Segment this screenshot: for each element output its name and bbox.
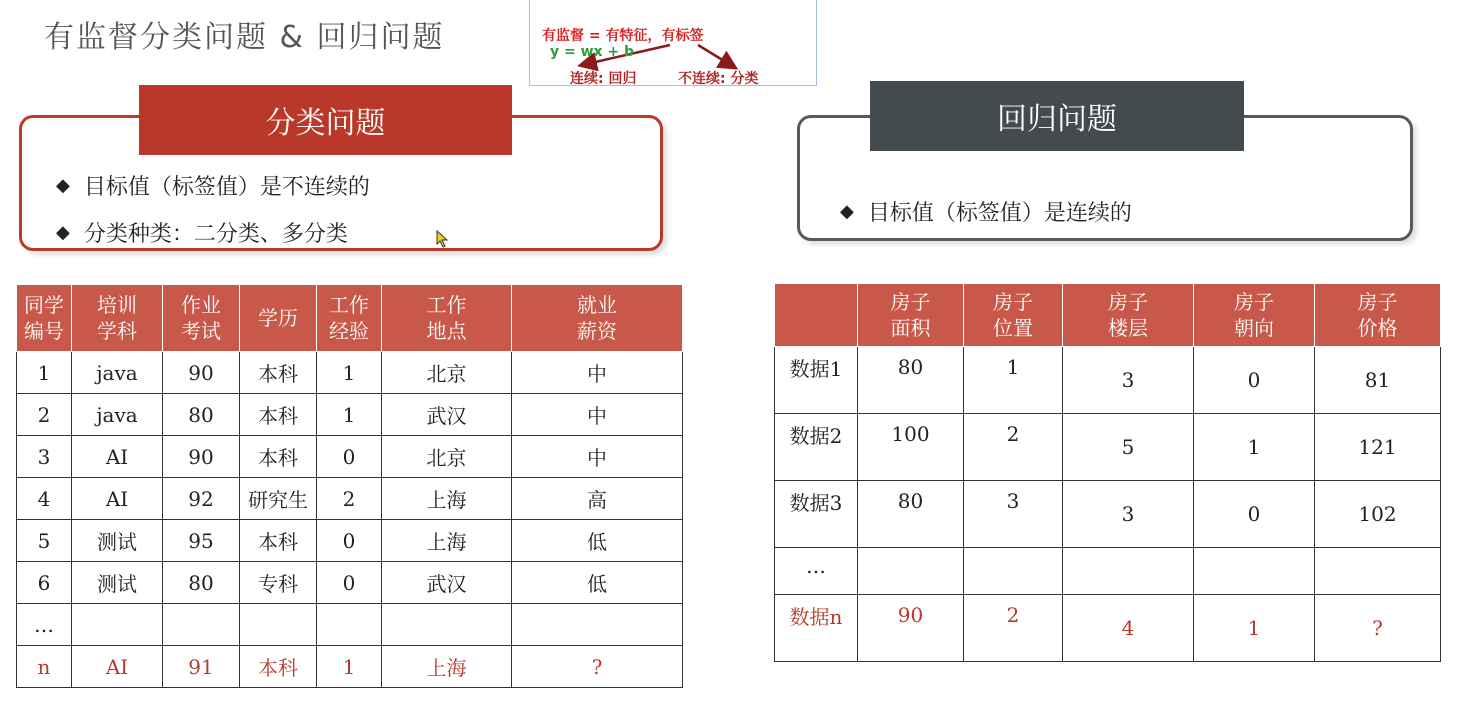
annotation-box bbox=[529, 0, 817, 86]
classification-bullet bbox=[56, 217, 348, 248]
table-cell: 本科 bbox=[240, 436, 317, 478]
classification-heading: 分类问题 bbox=[139, 85, 512, 155]
table-cell: 低 bbox=[512, 562, 683, 604]
table-cell: 81 bbox=[1315, 347, 1441, 414]
annotation-continuous: 连续: 回归 bbox=[570, 71, 637, 87]
column-header bbox=[512, 285, 683, 352]
table-cell bbox=[512, 604, 683, 646]
table-cell: 2 bbox=[964, 414, 1063, 481]
column-header bbox=[1063, 284, 1194, 347]
table-cell: 测试 bbox=[72, 520, 163, 562]
table-cell: 80 bbox=[858, 347, 964, 414]
table-cell: 北京 bbox=[382, 352, 512, 394]
regression-bullet bbox=[840, 196, 1132, 227]
table-cell bbox=[382, 604, 512, 646]
table-cell: 92 bbox=[163, 478, 240, 520]
diamond-bullet-icon: ◆ bbox=[56, 222, 70, 243]
table-cell: 1 bbox=[1194, 595, 1315, 662]
column-header bbox=[1315, 284, 1441, 347]
header-line: 房子 bbox=[1357, 290, 1398, 314]
bullet-text: 目标值（标签值）是不连续的 bbox=[83, 175, 370, 200]
table-cell: 0 bbox=[1194, 347, 1315, 414]
table-row bbox=[775, 347, 1441, 414]
header-line: 学历 bbox=[258, 306, 298, 330]
table-cell: 武汉 bbox=[382, 562, 512, 604]
diamond-bullet-icon: ◆ bbox=[840, 201, 854, 222]
table-cell: 0 bbox=[317, 562, 382, 604]
table-cell: 本科 bbox=[240, 520, 317, 562]
column-header bbox=[964, 284, 1063, 347]
table-cell: 低 bbox=[512, 520, 683, 562]
regression-heading: 回归问题 bbox=[870, 81, 1244, 151]
table-row bbox=[17, 394, 683, 436]
header-line: 作业 bbox=[181, 293, 221, 317]
header-line: 位置 bbox=[993, 316, 1033, 340]
table-row bbox=[775, 481, 1441, 548]
bullet-text: 目标值（标签值）是连续的 bbox=[867, 201, 1132, 226]
table-cell: … bbox=[775, 548, 858, 595]
table-cell: 0 bbox=[1194, 481, 1315, 548]
annotation-discontinuous: 不连续: 分类 bbox=[678, 71, 759, 87]
classification-bullet bbox=[56, 170, 370, 201]
table-cell: 5 bbox=[17, 520, 72, 562]
table-cell bbox=[964, 548, 1063, 595]
table-cell bbox=[1315, 548, 1441, 595]
table-row bbox=[775, 548, 1441, 595]
header-line: 就业 bbox=[577, 293, 617, 317]
annotation-line1: 有监督 = 有特征，有标签 bbox=[542, 28, 704, 44]
table-cell: 专科 bbox=[240, 562, 317, 604]
column-header bbox=[72, 285, 163, 352]
header-line: 工作 bbox=[426, 293, 467, 317]
table-cell: 数据3 bbox=[775, 481, 858, 548]
header-line: 编号 bbox=[24, 319, 64, 343]
table-cell: 0 bbox=[317, 520, 382, 562]
header-line: 房子 bbox=[993, 290, 1033, 314]
table-cell: 1 bbox=[317, 394, 382, 436]
table-cell: 80 bbox=[163, 394, 240, 436]
table-cell: 数据n bbox=[775, 595, 858, 662]
table-row bbox=[17, 646, 683, 688]
table-cell: AI bbox=[72, 478, 163, 520]
table-cell bbox=[72, 604, 163, 646]
header-line: 房子 bbox=[1234, 290, 1274, 314]
mouse-cursor-icon bbox=[436, 230, 450, 248]
table-cell: ? bbox=[512, 646, 683, 688]
table-cell: 95 bbox=[163, 520, 240, 562]
table-row bbox=[17, 352, 683, 394]
table-cell: 6 bbox=[17, 562, 72, 604]
table-cell: 本科 bbox=[240, 394, 317, 436]
table-row bbox=[17, 604, 683, 646]
header-line: 房子 bbox=[890, 290, 931, 314]
table-cell: 91 bbox=[163, 646, 240, 688]
table-cell: 高 bbox=[512, 478, 683, 520]
table-cell: … bbox=[17, 604, 72, 646]
header-line: 楼层 bbox=[1108, 316, 1148, 340]
table-cell: 上海 bbox=[382, 478, 512, 520]
column-header bbox=[163, 285, 240, 352]
table-cell: 本科 bbox=[240, 646, 317, 688]
table-cell: 3 bbox=[964, 481, 1063, 548]
header-line: 经验 bbox=[329, 319, 369, 343]
table-cell bbox=[317, 604, 382, 646]
table-row bbox=[17, 562, 683, 604]
table-cell: 3 bbox=[17, 436, 72, 478]
header-line: 薪资 bbox=[577, 319, 617, 343]
diamond-bullet-icon: ◆ bbox=[56, 175, 70, 196]
header-line: 同学 bbox=[24, 293, 64, 317]
table-row bbox=[17, 436, 683, 478]
table-cell: 中 bbox=[512, 394, 683, 436]
table-cell bbox=[1063, 548, 1194, 595]
column-header bbox=[317, 285, 382, 352]
column-header bbox=[240, 285, 317, 352]
table-cell: 研究生 bbox=[240, 478, 317, 520]
table-cell: 80 bbox=[858, 481, 964, 548]
table-cell: 中 bbox=[512, 352, 683, 394]
header-line: 房子 bbox=[1108, 290, 1148, 314]
table-cell bbox=[1194, 548, 1315, 595]
header-line: 地点 bbox=[426, 319, 467, 343]
page-title: 有监督分类问题 & 回归问题 bbox=[44, 20, 445, 55]
table-cell: 102 bbox=[1315, 481, 1441, 548]
header-line: 考试 bbox=[181, 319, 221, 343]
table-cell: 本科 bbox=[240, 352, 317, 394]
table-cell: n bbox=[17, 646, 72, 688]
table-row bbox=[17, 478, 683, 520]
student-table bbox=[16, 284, 683, 688]
column-header bbox=[382, 285, 512, 352]
header-line: 工作 bbox=[329, 293, 369, 317]
table-cell: 1 bbox=[317, 352, 382, 394]
table-cell: 数据2 bbox=[775, 414, 858, 481]
table-cell: 1 bbox=[964, 347, 1063, 414]
table-cell: 2 bbox=[964, 595, 1063, 662]
table-cell: 90 bbox=[163, 436, 240, 478]
table-cell bbox=[240, 604, 317, 646]
header-line: 面积 bbox=[890, 316, 931, 340]
table-cell: AI bbox=[72, 646, 163, 688]
table-cell: 90 bbox=[163, 352, 240, 394]
table-cell: 测试 bbox=[72, 562, 163, 604]
table-row bbox=[775, 595, 1441, 662]
table-cell: 4 bbox=[17, 478, 72, 520]
table-cell: 90 bbox=[858, 595, 964, 662]
table-cell: AI bbox=[72, 436, 163, 478]
table-cell: 80 bbox=[163, 562, 240, 604]
table-cell: 2 bbox=[317, 478, 382, 520]
table-row bbox=[17, 520, 683, 562]
house-table bbox=[774, 283, 1441, 662]
table-cell bbox=[858, 548, 964, 595]
header-line: 学科 bbox=[97, 319, 137, 343]
annotation-formula: y = wx + b bbox=[550, 44, 635, 60]
table-cell: 3 bbox=[1063, 481, 1194, 548]
table-cell: 1 bbox=[17, 352, 72, 394]
column-header bbox=[17, 285, 72, 352]
table-cell: java bbox=[72, 394, 163, 436]
table-cell: 100 bbox=[858, 414, 964, 481]
table-cell: 0 bbox=[317, 436, 382, 478]
table-cell: ? bbox=[1315, 595, 1441, 662]
header-line: 价格 bbox=[1357, 316, 1398, 340]
table-cell: 数据1 bbox=[775, 347, 858, 414]
table-cell: 上海 bbox=[382, 646, 512, 688]
column-header bbox=[858, 284, 964, 347]
header-line: 朝向 bbox=[1234, 316, 1274, 340]
bullet-text: 分类种类：二分类、多分类 bbox=[83, 222, 348, 247]
table-cell: 1 bbox=[317, 646, 382, 688]
table-cell: 武汉 bbox=[382, 394, 512, 436]
table-cell: java bbox=[72, 352, 163, 394]
table-cell: 121 bbox=[1315, 414, 1441, 481]
column-header bbox=[1194, 284, 1315, 347]
column-header bbox=[775, 284, 858, 347]
table-cell: 3 bbox=[1063, 347, 1194, 414]
table-cell bbox=[163, 604, 240, 646]
table-cell: 中 bbox=[512, 436, 683, 478]
header-line: 培训 bbox=[97, 293, 137, 317]
table-cell: 上海 bbox=[382, 520, 512, 562]
table-cell: 2 bbox=[17, 394, 72, 436]
table-cell: 5 bbox=[1063, 414, 1194, 481]
table-cell: 北京 bbox=[382, 436, 512, 478]
table-cell: 1 bbox=[1194, 414, 1315, 481]
table-row bbox=[775, 414, 1441, 481]
table-cell: 4 bbox=[1063, 595, 1194, 662]
